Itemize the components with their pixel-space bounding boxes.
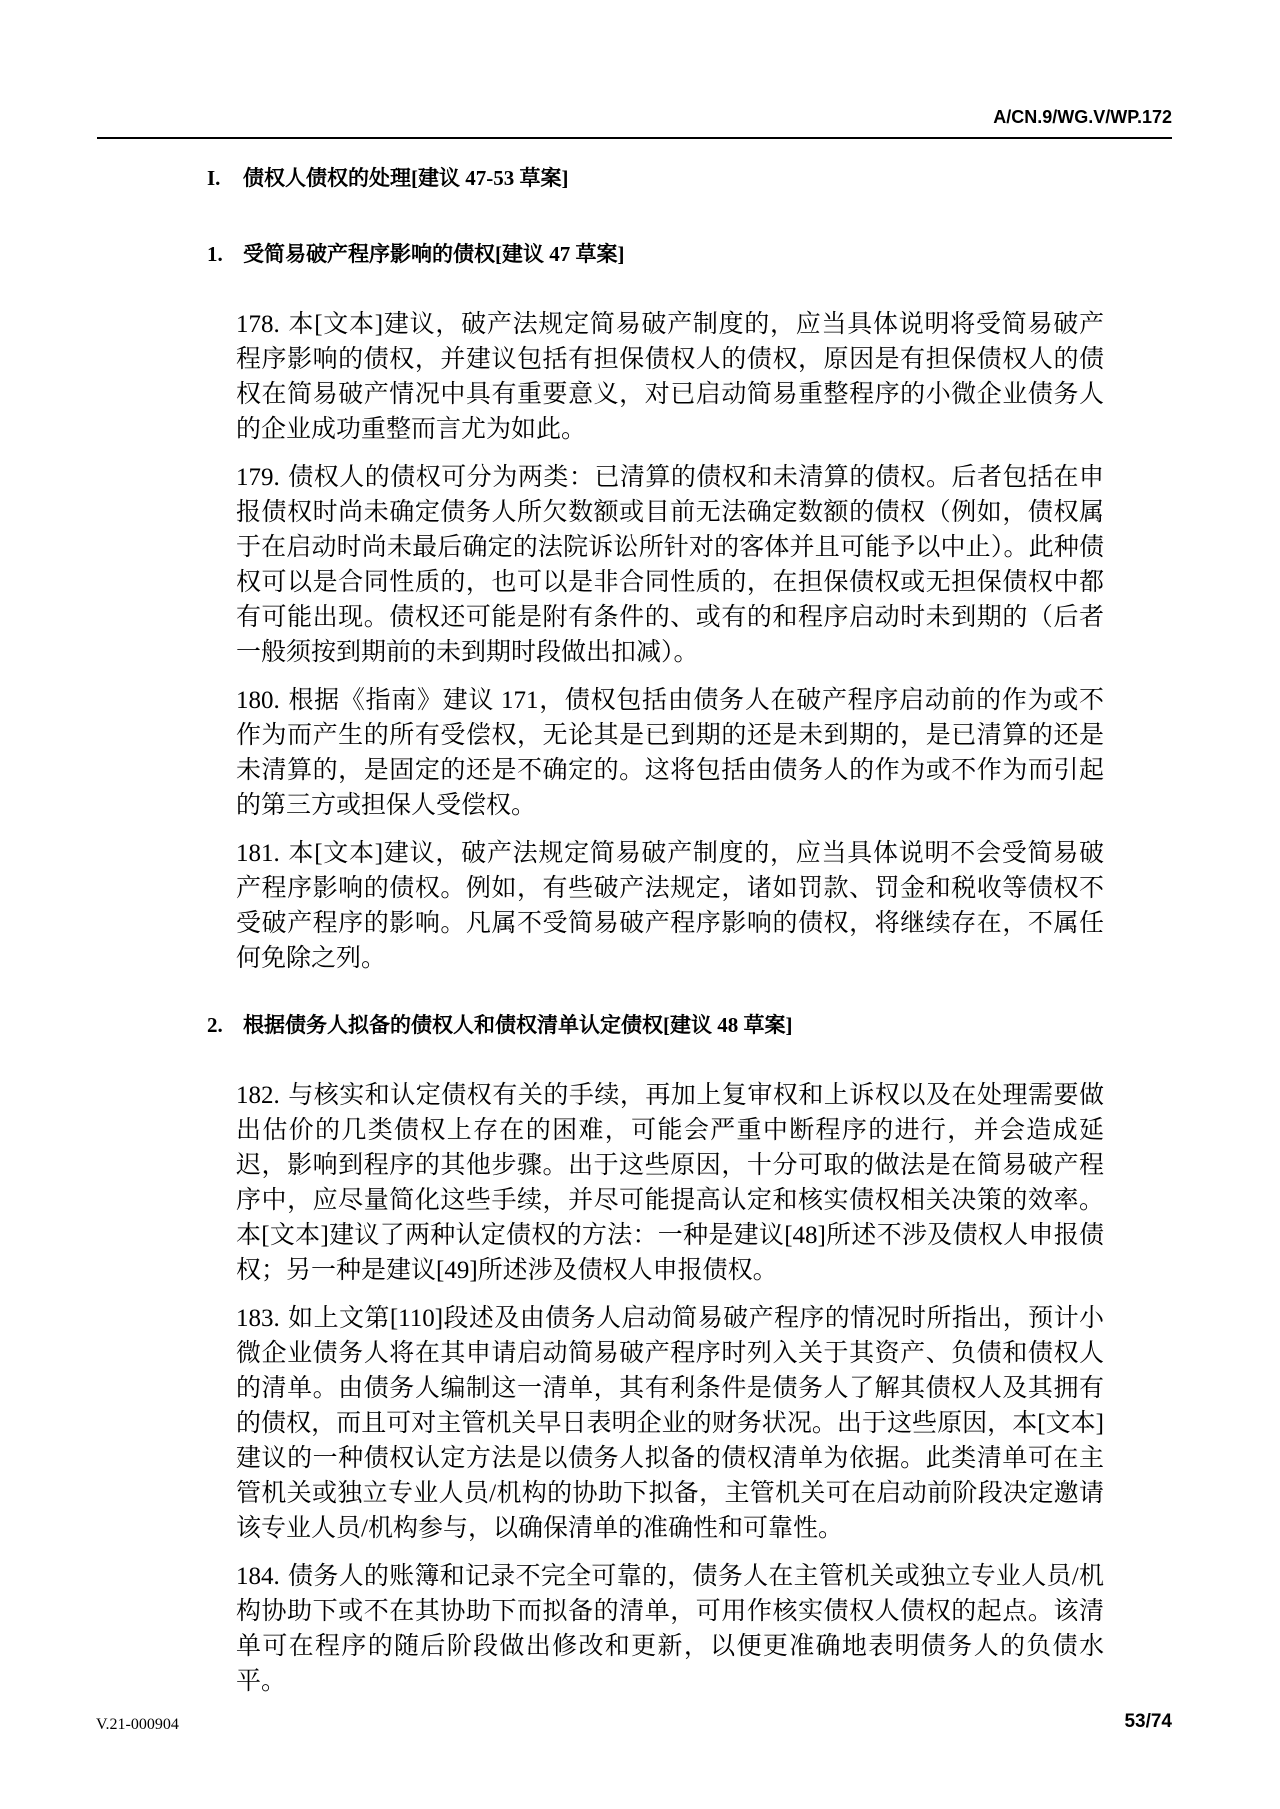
- paragraph-number: 180.: [236, 687, 280, 714]
- paragraph-text: 债务人的账簿和记录不完全可靠的，债务人在主管机关或独立专业人员/机构协助下或不在其协助下而拟备的清单，可用作核实债权人债权的起点。该清单可在程序的随后阶段做出修改和更新，以便更准确地表明债务人的负债水平。: [236, 1563, 1104, 1695]
- footer-page-number: 53/74: [1124, 1711, 1172, 1732]
- paragraph-text: 根据《指南》建议 171，债权包括由债务人在破产程序启动前的作为或不作为而产生的所有受偿权，无论其是已到期的还是未到期的，是已清算的还是未清算的，是固定的还是不确定的。这将包括由债务人的作为或不作为而引起的第三方或担保人受偿权。: [236, 687, 1104, 819]
- paragraph-182: [236, 1078, 1104, 1288]
- footer-job-number: V.21-000904: [96, 1716, 179, 1733]
- paragraph-number: 181.: [236, 840, 280, 867]
- paragraph-number: 182.: [236, 1082, 280, 1109]
- paragraph-number: 179.: [236, 464, 280, 491]
- paragraph-text: 债权人的债权可分为两类：已清算的债权和未清算的债权。后者包括在申报债权时尚未确定债务人所欠数额或目前无法确定数额的债权（例如，债权属于在启动时尚未最后确定的法院诉讼所针对的客体并且可能予以中止）。此种债权可以是合同性质的，也可以是非合同性质的，在担保债权或无担保债权中都有可能出现。债权还可能是附有条件的、或有的和程序启动时未到期的（后者一般须按到期前的未到期时段做出扣减）。: [236, 464, 1104, 666]
- section-heading-I: [207, 164, 1104, 192]
- paragraph-text: 本[文本]建议，破产法规定简易破产制度的，应当具体说明将受简易破产程序影响的债权，并建议包括有担保债权人的债权，原因是有担保债权人的债权在简易破产情况中具有重要意义，对已启动简易重整程序的小微企业债务人的企业成功重整而言尤为如此。: [236, 311, 1104, 443]
- paragraph-text: 如上文第[110]段述及由债务人启动简易破产程序的情况时所指出，预计小微企业债务人将在其申请启动简易破产程序时列入关于其资产、负债和债权人的清单。由债务人编制这一清单，其有利条件是债务人了解其债权人及其拥有的债权，而且可对主管机关早日表明企业的财务状况。出于这些原因，本[文本]建议的一种债权认定方法是以债务人拟备的债权清单为依据。此类清单可在主管机关或独立专业人员/机构的协助下拟备，主管机关可在启动前阶段决定邀请该专业人员/机构参与，以确保清单的准确性和可靠性。: [236, 1305, 1104, 1542]
- subsection-heading-1: [207, 240, 1104, 268]
- paragraph-text: 本[文本]建议，破产法规定简易破产制度的，应当具体说明不会受简易破产程序影响的债权。例如，有些破产法规定，诸如罚款、罚金和税收等债权不受破产程序的影响。凡属不受简易破产程序影响的债权，将继续存在，不属任何免除之列。: [236, 840, 1104, 972]
- paragraph-184: [236, 1559, 1104, 1699]
- document-body: [207, 0, 1104, 1699]
- subsection-heading-2: [207, 1011, 1104, 1039]
- paragraph-178: [236, 307, 1104, 447]
- subsection-number: 1.: [207, 242, 223, 266]
- paragraph-number: 178.: [236, 311, 280, 338]
- paragraph-183: [236, 1301, 1104, 1546]
- paragraph-number: 184.: [236, 1563, 280, 1590]
- section-number: I.: [207, 166, 221, 190]
- section-title: 债权人债权的处理[建议 47-53 草案]: [243, 166, 569, 190]
- subsection-title: 根据债务人拟备的债权人和债权清单认定债权[建议 48 草案]: [243, 1013, 793, 1037]
- paragraph-number: 183.: [236, 1305, 280, 1332]
- paragraph-text: 与核实和认定债权有关的手续，再加上复审权和上诉权以及在处理需要做出估价的几类债权上存在的困难，可能会严重中断程序的进行，并会造成延迟，影响到程序的其他步骤。出于这些原因，十分可取的做法是在简易破产程序中，应尽量简化这些手续，并尽可能提高认定和核实债权相关决策的效率。本[文本]建议了两种认定债权的方法：一种是建议[48]所述不涉及债权人申报债权；另一种是建议[49]所述涉及债权人申报债权。: [236, 1082, 1104, 1284]
- paragraph-181: [236, 836, 1104, 976]
- paragraph-180: [236, 683, 1104, 823]
- subsection-title: 受简易破产程序影响的债权[建议 47 草案]: [243, 242, 625, 266]
- document-symbol: A/CN.9/WG.V/WP.172: [993, 107, 1172, 127]
- subsection-number: 2.: [207, 1013, 223, 1037]
- paragraph-179: [236, 460, 1104, 670]
